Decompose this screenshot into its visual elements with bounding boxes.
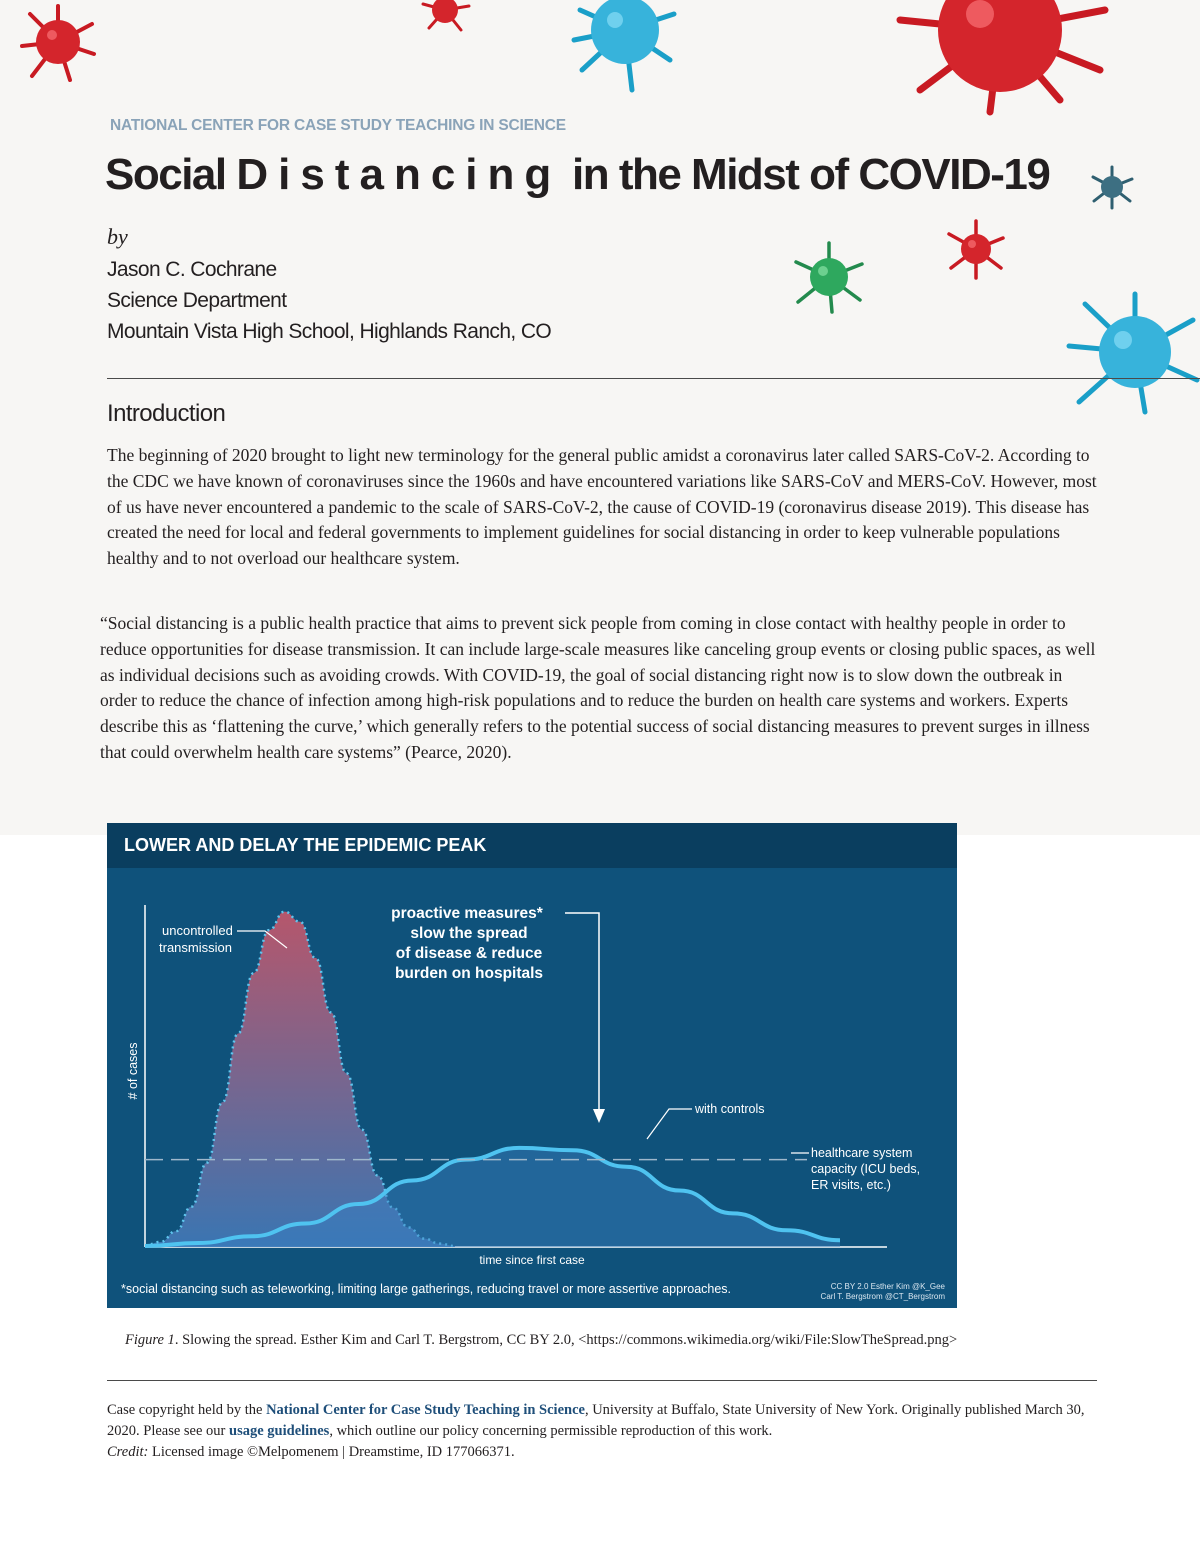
proactive-arrow-head	[593, 1109, 605, 1123]
author-school: Mountain Vista High School, Highlands Ranch, CO	[107, 320, 552, 343]
x-axis-label: time since first case	[479, 1253, 585, 1267]
y-axis-label: # of cases	[126, 1042, 140, 1100]
footer-text-3: , which outline our policy concerning permissible reproduction of this work.	[329, 1423, 773, 1439]
virus-illustration-blue-top	[570, 0, 680, 95]
label-with-controls: with controls	[695, 1102, 765, 1116]
author-department: Science Department	[107, 289, 287, 312]
label-proactive-4: burden on hospitals	[394, 965, 544, 982]
chart-plot	[107, 823, 957, 1308]
label-proactive-1: proactive measures*	[391, 905, 543, 922]
virus-illustration-green	[792, 240, 867, 315]
label-capacity-2: capacity (ICU beds,	[811, 1162, 921, 1176]
author-name: Jason C. Cochrane	[107, 258, 277, 281]
virus-illustration-red-large-topright	[880, 0, 1110, 120]
virus-illustration-dark-teal-small	[1090, 165, 1135, 210]
footer-text-1: Case copyright held by the	[107, 1402, 267, 1418]
title-part2: in the Midst of COVID-19	[561, 150, 1050, 199]
label-capacity-1: healthcare system	[811, 1146, 913, 1160]
label-capacity-3: ER visits, etc.)	[811, 1178, 891, 1192]
chart-footnote: *social distancing such as teleworking, limiting large gatherings, reducing travel or more assertive approaches.	[121, 1282, 732, 1296]
title-spaced-word: Distancing	[236, 150, 562, 199]
label-proactive-3: of disease & reduce	[395, 945, 543, 962]
page-title	[105, 150, 1049, 200]
with-controls-connector	[647, 1109, 692, 1139]
label-uncontrolled-1: uncontrolled	[162, 923, 233, 938]
chart-credit-1: CC BY 2.0 Esther Kim @K_Gee	[830, 1282, 945, 1291]
figure-caption	[125, 1332, 957, 1349]
organization-name: NATIONAL CENTER FOR CASE STUDY TEACHING IN SCIENCE	[110, 117, 566, 134]
virus-illustration-blue-right	[1065, 290, 1200, 415]
introduction-paragraph-1: The beginning of 2020 brought to light new terminology for the general public amidst a coronavirus later called SARS-CoV-2. According to the CDC we have known of coronaviruses since the 1960s and have encountered variations like SARS-CoV and MERS-CoV. However, most of us have never encountered a pandemic to the scale of SARS-CoV-2, the cause of COVID-19 (coronavirus disease 2019). This disease has created the need for local and federal governments to implement guidelines for social distancing in order to keep vulnerable populations healthy and to not overload our healthcare system.	[107, 445, 1097, 569]
credit-text: Licensed image ©Melpomenem | Dreamstime, ID 177066371.	[148, 1444, 515, 1460]
figure-caption-text: . Slowing the spread. Esther Kim and Carl T. Bergstrom, CC BY 2.0, <https://commons.wikimedia.org/wiki/File:SlowTheSpread.png>	[174, 1332, 958, 1348]
virus-illustration-red-medium-right	[945, 218, 1007, 280]
virus-illustration-red-tiny-top	[415, 0, 475, 35]
chart-credit-2: Carl T. Bergstrom @CT_Bergstrom	[820, 1292, 945, 1301]
introduction-paragraph-2: “Social distancing is a public health practice that aims to prevent sick people from coming in close contact with healthy people in order to reduce opportunities for disease transmission. It can include large-scale measures like canceling group events or closing public spaces, as well as individual decisions such as avoiding crowds. With COVID-19, the goal of social distancing right now is to slow down the outbreak in order to reduce the chance of infection among high-risk populations and to reduce the burden on health care systems and workers. Experts describe this as ‘flattening the curve,’ which generally refers to the potential success of social distancing measures to prevent surges in illness that could overwhelm health care systems” (Pearce, 2020).	[100, 613, 1096, 762]
footer-text-2: , University at Buffalo, State University of New York. Originally published March 30, 2020. Please see our	[107, 1402, 1085, 1439]
copyright-footer	[107, 1400, 1097, 1463]
ncctss-link[interactable]: National Center for Case Study Teaching in Science	[266, 1402, 585, 1418]
chart-title: LOWER AND DELAY THE EPIDEMIC PEAK	[124, 835, 487, 855]
virus-illustration-red-small-topleft	[18, 2, 98, 82]
header-divider	[107, 378, 1200, 379]
proactive-arrow-line	[565, 913, 599, 1111]
figure-caption-label: Figure 1	[125, 1332, 175, 1348]
label-uncontrolled-2: transmission	[159, 940, 232, 955]
footer-divider	[107, 1380, 1097, 1381]
introduction-heading: Introduction	[107, 400, 226, 427]
byline: by	[107, 224, 128, 249]
title-part1: Social	[105, 150, 237, 199]
credit-label: Credit:	[107, 1444, 149, 1460]
epidemic-peak-chart	[107, 823, 957, 1308]
usage-guidelines-link[interactable]: usage guidelines	[229, 1423, 330, 1439]
label-proactive-2: slow the spread	[410, 925, 528, 942]
